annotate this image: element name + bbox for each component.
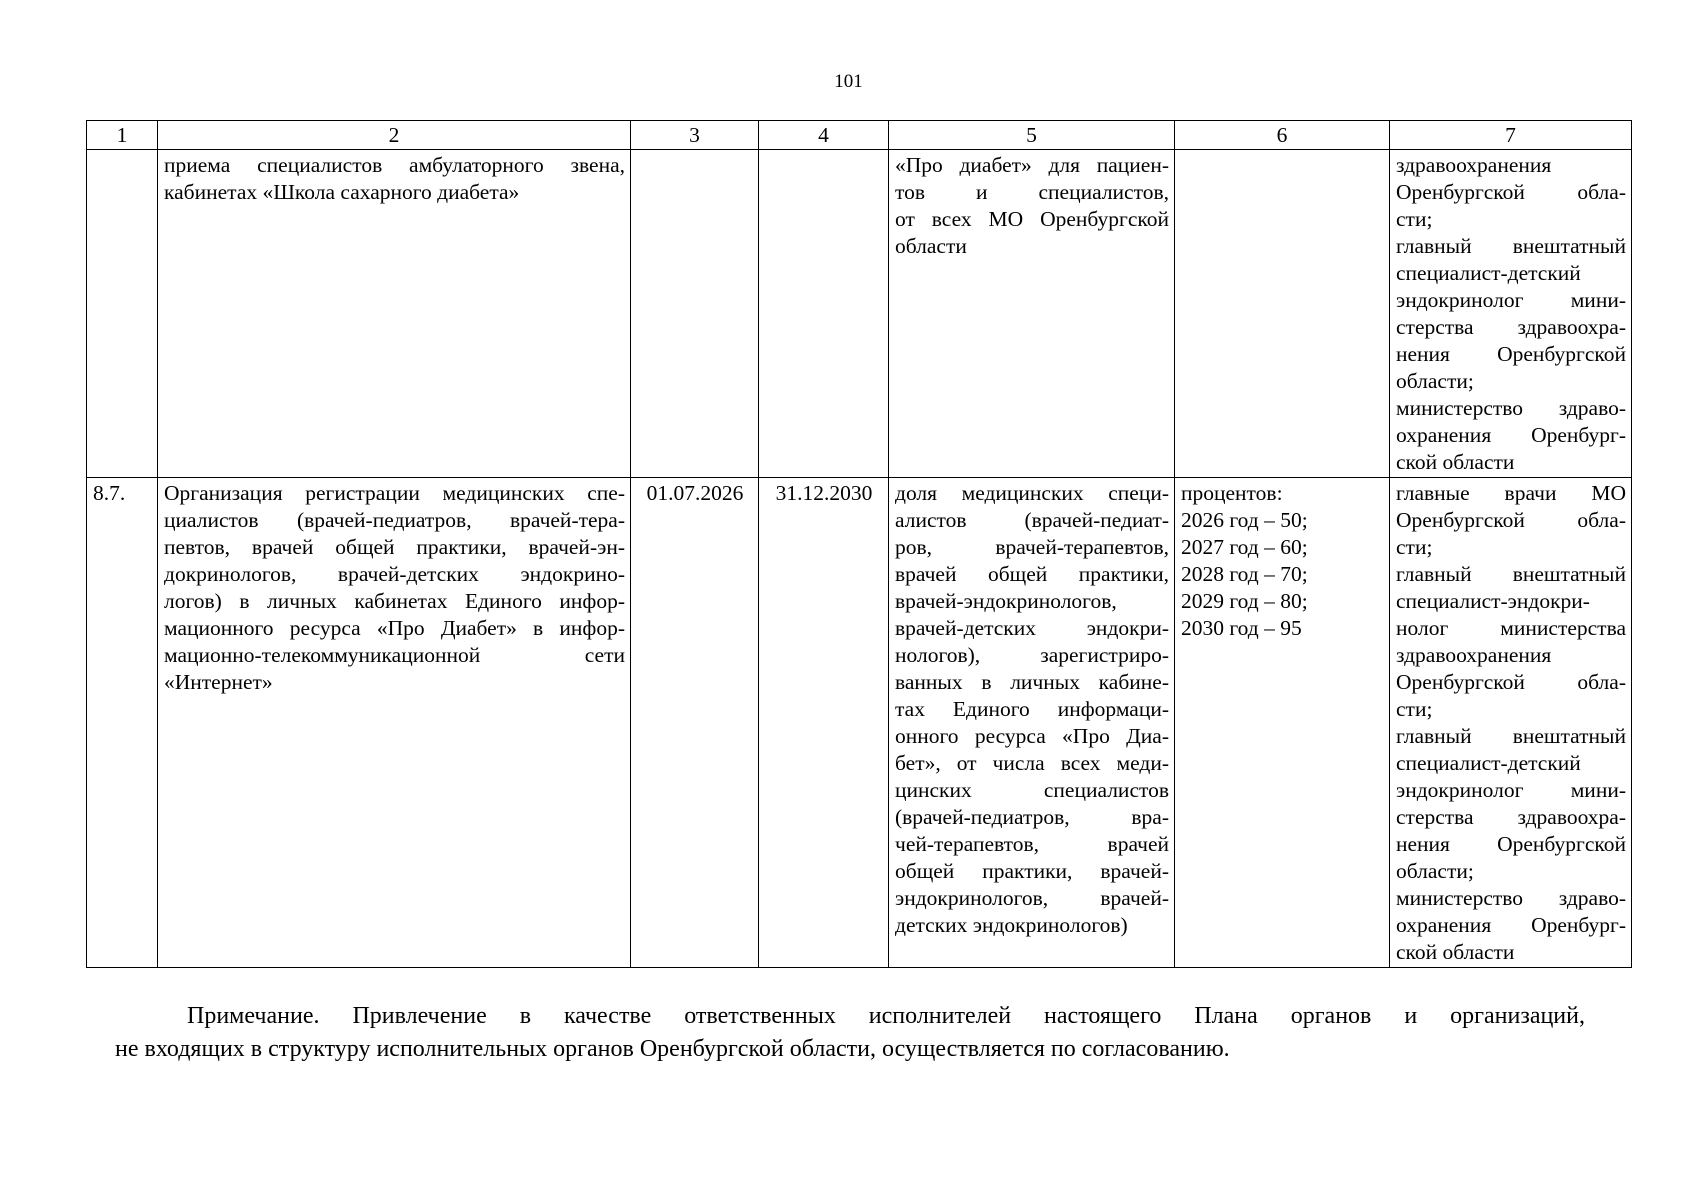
cell-start-date: 01.07.2026 (631, 478, 759, 968)
cell-line: сти; (1396, 535, 1433, 559)
cell-line: 2029 год – 80; (1181, 589, 1308, 613)
cell-line: главный внештатный (1396, 234, 1626, 258)
cell-line: 2030 год – 95 (1181, 616, 1302, 640)
cell-line: (врачей-педиатров, вра- (895, 805, 1169, 829)
cell-line: от всех МО Оренбургской (895, 207, 1169, 231)
cell-line: врачей-детских эндокри- (895, 616, 1169, 640)
cell-end-date: 31.12.2030 (759, 478, 889, 968)
note-line-2: не входящих в структуру исполнительных органов Оренбургской области, осуществляется по согласованию. (115, 1036, 1230, 1062)
cell-line: нения Оренбургской (1396, 342, 1626, 366)
cell-line: министерство здраво- (1396, 396, 1626, 420)
cell-line: главный внештатный (1396, 724, 1626, 748)
cell-line: кабинетах «Школа сахарного диабета» (164, 180, 520, 204)
cell-line: министерство здраво- (1396, 886, 1626, 910)
cell-line: процентов: (1181, 481, 1283, 505)
table-header-row (87, 121, 1632, 150)
header-cell: 4 (759, 121, 889, 150)
cell-line: «Про диабет» для пациен- (895, 153, 1169, 177)
cell-line: приема специалистов амбулаторного звена, (164, 153, 625, 177)
cell-line: сти; (1396, 207, 1433, 231)
cell-indicator (889, 478, 1175, 968)
cell-start-date (631, 150, 759, 478)
cell-line: алистов (врачей-педиат- (895, 508, 1169, 532)
cell-activity (158, 150, 631, 478)
note-line-1: Примечание. Привлечение в качестве ответственных исполнителей настоящего Плана органов и организаций, (187, 1003, 1585, 1029)
cell-line: нения Оренбургской (1396, 832, 1626, 856)
cell-line: ской области (1396, 940, 1515, 964)
cell-line: Оренбургской обла- (1396, 508, 1626, 532)
cell-number (87, 150, 158, 478)
cell-line: Оренбургской обла- (1396, 670, 1626, 694)
cell-activity (158, 478, 631, 968)
cell-line: области; (1396, 859, 1474, 883)
cell-line: ров, врачей-терапевтов, (895, 535, 1169, 559)
cell-line: тов и специалистов, (895, 180, 1169, 204)
cell-line: доля медицинских специ- (895, 481, 1169, 505)
cell-line: ванных в личных кабине- (895, 670, 1169, 694)
cell-line: врачей-эндокринологов, (895, 589, 1117, 613)
cell-line: специалист-детский (1396, 261, 1581, 285)
page-number: 101 (834, 71, 863, 92)
cell-line: эндокринолог мини- (1396, 288, 1626, 312)
cell-line: нолог министерства (1396, 616, 1626, 640)
cell-line: Организация регистрации медицинских спе- (164, 481, 625, 505)
header-cell: 7 (1390, 121, 1632, 150)
cell-line: нологов), зарегистриро- (895, 643, 1169, 667)
cell-line: певтов, врачей общей практики, врачей-эн- (164, 535, 625, 559)
cell-line: врачей общей практики, (895, 562, 1169, 586)
cell-responsible (1390, 478, 1632, 968)
cell-number: 8.7. (87, 478, 158, 968)
cell-line: 2028 год – 70; (1181, 562, 1308, 586)
cell-line: мационного ресурса «Про Диабет» в инфор- (164, 616, 625, 640)
cell-line: Оренбургской обла- (1396, 180, 1626, 204)
header-cell: 2 (158, 121, 631, 150)
cell-indicator (889, 150, 1175, 478)
cell-line: охранения Оренбург- (1396, 423, 1626, 447)
cell-line: цинских специалистов (895, 778, 1169, 802)
cell-line: охранения Оренбург- (1396, 913, 1626, 937)
table-row-8-7 (87, 478, 1632, 968)
cell-line: ской области (1396, 450, 1515, 474)
header-cell: 1 (87, 121, 158, 150)
cell-responsible (1390, 150, 1632, 478)
cell-line: области; (1396, 369, 1474, 393)
cell-line: эндокринолог мини- (1396, 778, 1626, 802)
cell-line: специалист-эндокри- (1396, 589, 1590, 613)
cell-line: «Интернет» (164, 670, 273, 694)
cell-line: специалист-детский (1396, 751, 1581, 775)
cell-line: 2027 год – 60; (1181, 535, 1308, 559)
cell-line: 2026 год – 50; (1181, 508, 1308, 532)
cell-line: логов) в личных кабинетах Единого инфор- (164, 589, 625, 613)
cell-line: главные врачи МО (1396, 481, 1626, 505)
table-row-continued (87, 150, 1632, 478)
cell-line: стерства здравоохра- (1396, 805, 1626, 829)
cell-line: бет», от числа всех меди- (895, 751, 1169, 775)
cell-line: общей практики, врачей- (895, 859, 1169, 883)
cell-line: онного ресурса «Про Диа- (895, 724, 1169, 748)
cell-line: докринологов, врачей-детских эндокрино- (164, 562, 625, 586)
cell-line: детских эндокринологов) (895, 913, 1128, 937)
cell-line: здравоохранения (1396, 643, 1552, 667)
cell-line: тах Единого информаци- (895, 697, 1169, 721)
cell-end-date (759, 150, 889, 478)
cell-line: здравоохранения (1396, 153, 1552, 177)
cell-line: циалистов (врачей-педиатров, врачей-тера- (164, 508, 625, 532)
cell-line: главный внештатный (1396, 562, 1626, 586)
cell-values (1175, 478, 1390, 968)
plan-table (86, 120, 1632, 968)
header-cell: 3 (631, 121, 759, 150)
note-paragraph (115, 1000, 1585, 1066)
header-cell: 6 (1175, 121, 1390, 150)
cell-line: области (895, 234, 967, 258)
cell-line: стерства здравоохра- (1396, 315, 1626, 339)
cell-values (1175, 150, 1390, 478)
cell-line: чей-терапевтов, врачей (895, 832, 1169, 856)
cell-line: мационно-телекоммуникационной сети (164, 643, 625, 667)
cell-line: сти; (1396, 697, 1433, 721)
header-cell: 5 (889, 121, 1175, 150)
cell-line: эндокринологов, врачей- (895, 886, 1169, 910)
